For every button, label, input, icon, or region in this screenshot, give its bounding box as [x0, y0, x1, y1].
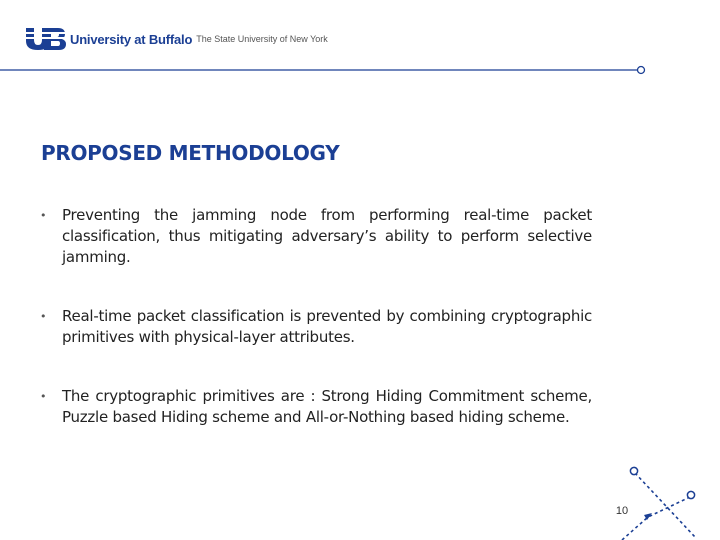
header — [24, 26, 328, 52]
bullet-item — [40, 306, 592, 348]
bullet-list — [40, 205, 592, 428]
header-rule — [0, 59, 720, 81]
bullet-dot-icon: • — [40, 310, 47, 323]
bullet-text: The cryptographic primitives are : Strong Hiding Commitment scheme, Puzzle based Hiding scheme and All-or-Nothing based hiding scheme. — [62, 387, 592, 426]
network-decoration-icon — [600, 455, 720, 540]
page-number: 10 — [615, 505, 629, 517]
bullet-dot-icon: • — [40, 209, 47, 222]
bullet-item — [40, 205, 592, 268]
ub-logo — [24, 27, 68, 51]
bullet-text: Real-time packet classification is prevented by combining cryptographic primitives with physical-layer attributes. — [62, 307, 592, 346]
slide-title: PROPOSED METHODOLOGY — [41, 141, 340, 165]
university-name: University at Buffalo — [70, 31, 193, 47]
bullet-dot-icon: • — [40, 390, 47, 403]
bullet-text: Preventing the jamming node from performing real-time packet classification, thus mitigating adversary’s ability to perform selective jamming. — [62, 206, 592, 266]
university-tagline: The State University of New York — [196, 34, 328, 44]
bullet-item — [40, 386, 592, 428]
